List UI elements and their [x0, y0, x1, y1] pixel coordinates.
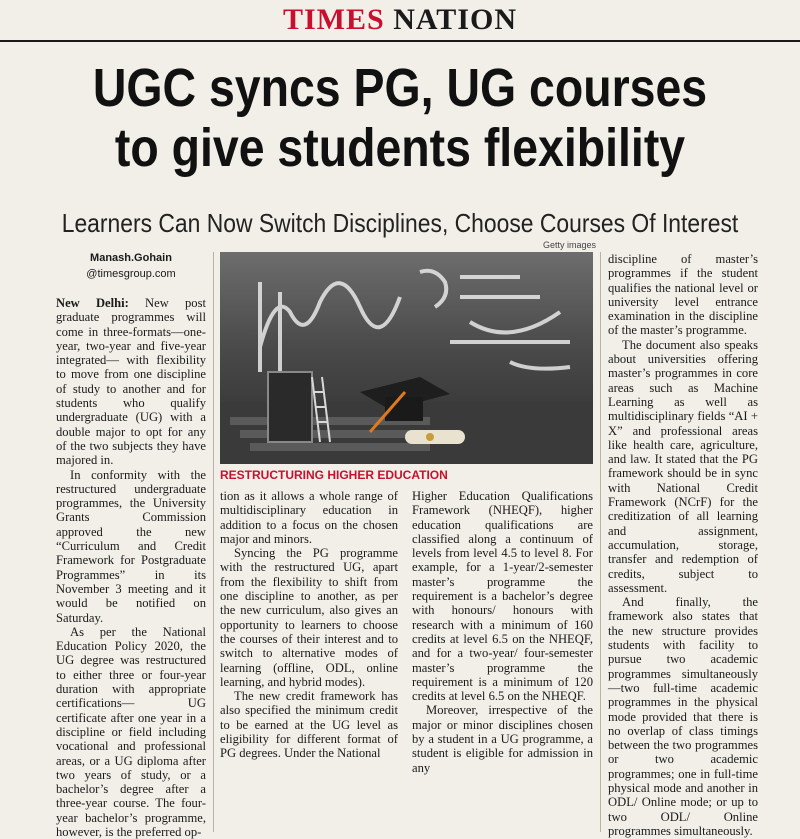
column-1-text-1: New post graduate programmes will come in three-formats—one-year, two-year and five-year integrated— with flexibility to move from one discipline of study to another and for students who qualify undergraduate (UG) with a double major to opt for any of the two subjects they have majored in. [56, 296, 207, 468]
column-4-paragraph-2: The document also speaks about universities offering master’s programmes in core areas such as Machine Learning as well as multidisciplinary fields “AI + X” and professional areas like health care, agriculture, and law. It stated that the PG framework should be in sync with National Credit Framework (NCrF) for the creditization of all learning and assignment, accumulation, storage, transfer and redemption of credits, subject to assessment. [608, 337, 758, 595]
byline-name: Manash.Gohain [90, 252, 172, 264]
column-divider-1 [213, 252, 214, 832]
column-3-paragraph-1: Higher Education Qualifications Framework (NHEQF), higher education qualifications are classified along a continuum of levels from level 4.5 to level 8. For example, for a 1-year/2-semester master’s programme the requirement is a bachelor’s degree with honours/ honours with research with a minimum of 160 credits at level 6.5 on the NHEQF, and for a two-year/ four-semester master’s programme the requirement is a minimum of 120 credits at level 6.5 on the NHEQF. [412, 489, 593, 704]
column-2-paragraph-1: tion as it allows a whole range of multidisciplinary education in addition to a focus on the chosen major and minors. [220, 489, 398, 546]
masthead-rule [0, 40, 800, 42]
byline [56, 250, 206, 282]
headline-line1: UGC syncs PG, UG courses [92, 58, 708, 118]
column-3-paragraph-2: Moreover, irrespective of the major or minor disciplines chosen by a student in a UG programme, a student is eligible for admission in any [412, 703, 593, 775]
photo-credit: Getty images [542, 240, 596, 250]
column-4 [608, 252, 758, 838]
deck-subheadline: Learners Can Now Switch Disciplines, Choose Courses Of Interest [61, 208, 739, 238]
dateline: New Delhi: [56, 296, 129, 310]
byline-email: @timesgroup.com [86, 268, 176, 280]
photo-illustration [220, 252, 593, 464]
section-masthead [0, 0, 800, 40]
column-divider-2 [600, 252, 601, 832]
column-2 [220, 489, 398, 761]
column-2-paragraph-2: Syncing the PG programme with the restructured UG, apart from the flexibility to shift from one discipline to another, as per the new curriculum, also gives an opportunity to learners to choose the courses of their interest and to switch to alternative modes of learning (offline, ODL, online learning, and hybrid modes). [220, 546, 398, 689]
column-1-paragraph-1 [56, 296, 206, 468]
article-photo [220, 252, 593, 464]
column-4-paragraph-3: And finally, the framework also states that the new structure provides students with facility to pursue two academic programmes simultaneously—two full-time academic programmes in the physical mode provided that there is no overlap of class timings between the two programmes or two academic programmes; one in full-time physical mode and another in ODL/ Online mode; or up to two ODL/ Online programmes simultaneously. [608, 595, 758, 838]
column-2-paragraph-3: The new credit framework has also specified the minimum credit to be earned at the UG level as eligibility for different format of PG degrees. Under the National [220, 689, 398, 761]
column-1-paragraph-2: In conformity with the restructured undergraduate programmes, the University Grants Commission approved the new “Curriculum and Credit Framework for Postgraduate Programmes” in its November 3 meeting and it would be notified on Saturday. [56, 467, 206, 625]
photo-caption: RESTRUCTURING HIGHER EDUCATION [220, 468, 448, 482]
column-3 [412, 489, 593, 775]
masthead-brand [283, 3, 517, 36]
masthead-times: TIMES [283, 3, 385, 36]
headline [65, 58, 736, 178]
column-4-paragraph-1: discipline of master’s programmes if the student qualifies the national level or university level entrance examination in the discipline of the master’s programme. [608, 252, 758, 338]
masthead-nation: NATION [393, 3, 517, 36]
column-1-paragraph-3: As per the National Education Policy 2020, the UG degree was restructured to either three or four-year duration with appropriate certifications— UG certificate after one year in a discipline or field including vocational and professional areas, or a UG diploma after two years of study, or a bachelor’s degree after a three-year course. The four-year bachelor’s programme, however, is the preferred op- [56, 624, 206, 839]
headline-line2: to give students flexibility [114, 118, 686, 178]
column-1 [56, 296, 206, 839]
